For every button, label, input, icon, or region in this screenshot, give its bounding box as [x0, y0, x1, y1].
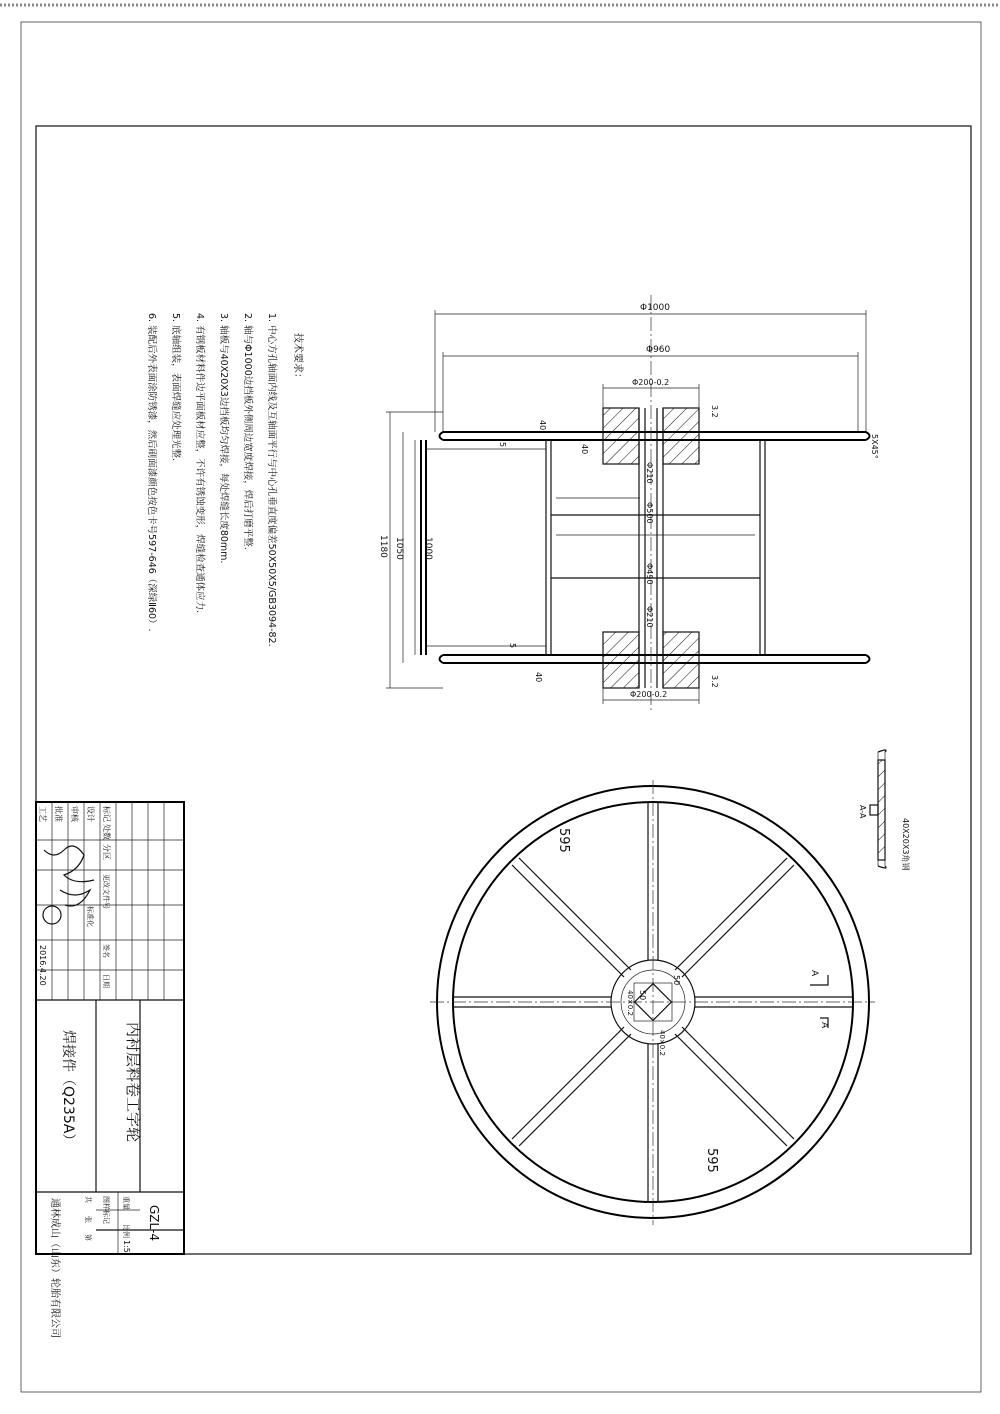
dim-t40-hub: 40: [580, 444, 589, 455]
tb-zhang: 张: [84, 1216, 92, 1223]
dim-d210-top: Φ210: [645, 462, 654, 484]
note-4: 4. 有钢板材料件边平面板材应整，不许有锈蚀变形，焊缝检查通体应力.: [194, 313, 205, 614]
drawing-code: GZL-4: [147, 1205, 161, 1241]
dim-r32-top: 3.2: [710, 405, 719, 418]
tb-tuyang: 图样标记: [102, 1196, 110, 1224]
dim-d200-top: Φ200-0.2: [632, 378, 670, 387]
dim-d490: Φ490: [645, 563, 654, 585]
front-view: [430, 780, 875, 1225]
inner-border: [36, 126, 971, 1254]
tb-sheji: 设计: [86, 806, 95, 822]
dim-sq40b: 40×0.2: [658, 1030, 666, 1056]
num-595-top: 595: [556, 828, 571, 853]
tb-bili: 比例: [122, 1224, 130, 1238]
tb-riqi: 日期: [102, 974, 110, 988]
dim-d1000: Φ1000: [640, 303, 670, 313]
tb-date: 2016.4.20: [38, 945, 47, 986]
dim-d500: Φ500: [645, 502, 654, 524]
dim-t5-bot: 5: [508, 643, 517, 649]
section-aa: [858, 750, 911, 870]
tb-gengai: 更改文件号: [102, 874, 110, 909]
tb-gongyi: 工艺: [38, 806, 47, 822]
note-6: 6. 装配后外表面涂防锈漆，然后刷面漆颜色按色卡号597-646（深绿Ⅱ60）.: [146, 313, 157, 632]
title-block: [36, 802, 184, 1338]
dim-h1050: 1050: [394, 537, 404, 560]
tb-shenhe: 审核: [70, 806, 79, 822]
tb-gong: 共: [84, 1196, 92, 1203]
cut-a2: A: [819, 1022, 829, 1029]
dim-r32-bot: 3.2: [710, 675, 719, 688]
section-label: 40X20X3角钢: [901, 818, 910, 871]
tb-chushu: 处数: [102, 824, 111, 840]
outer-border: [21, 22, 981, 1392]
tb-zhongliang: 重量: [122, 1196, 130, 1210]
dim-h1180: 1180: [378, 535, 388, 558]
tb-di: 第: [84, 1234, 92, 1241]
note-2: 2. 轴与Φ1000边挡板外侧周边宽度焊接，焊后打磨平整.: [242, 313, 253, 550]
technical-notes: [146, 313, 305, 647]
tb-pizhun: 批准: [54, 806, 63, 822]
section-title: A-A: [858, 805, 867, 819]
signature-scribble: [44, 846, 94, 906]
dim-sq40a: 40×0.2: [626, 990, 634, 1016]
dim-chamfer: 5X45°: [870, 434, 879, 459]
note-3: 3. 轴板与40X20X3边挡板均匀焊接，每处焊缝长度80mm.: [218, 313, 229, 564]
tb-biaoji: 标记: [102, 806, 111, 822]
drawing-name: 内衬层料卷工字轮: [124, 1022, 142, 1143]
dim-t5-top: 5: [498, 442, 507, 448]
notes-heading: 技术要求：: [292, 333, 303, 383]
side-section-view: [378, 295, 879, 710]
dim-d200-bot: Φ200-0.2: [630, 690, 668, 699]
dim-sq50b: 50: [638, 990, 647, 1001]
tb-biaozhunhua: 标准化: [86, 906, 94, 927]
num-595-bot: 595: [704, 1148, 719, 1173]
dim-d210-bot: Φ210: [645, 606, 654, 628]
note-5: 5. 底轴组装，表面焊缝应处理光整.: [170, 313, 181, 462]
dim-t40-top: 40: [538, 420, 547, 431]
dim-d960: Φ960: [646, 345, 671, 355]
tb-qianming: 签名: [102, 944, 110, 958]
tb-fenqu: 分区: [102, 844, 111, 860]
dim-h1000: 1000: [423, 537, 433, 560]
note-1: 1. 中心方孔轴面内线及互轴面平行与中心孔垂直度偏差50X50X5/GB3094-82.: [266, 313, 277, 647]
tb-scale: 1:5: [122, 1240, 131, 1253]
cut-a1: A: [809, 970, 819, 977]
dim-t40-bot: 40: [534, 672, 543, 683]
dim-sq50a: 50: [672, 975, 681, 986]
material: 焊接件（Q235A）: [60, 1030, 76, 1148]
company-name: 通林成山（山东）轮胎有限公司: [49, 1198, 60, 1338]
